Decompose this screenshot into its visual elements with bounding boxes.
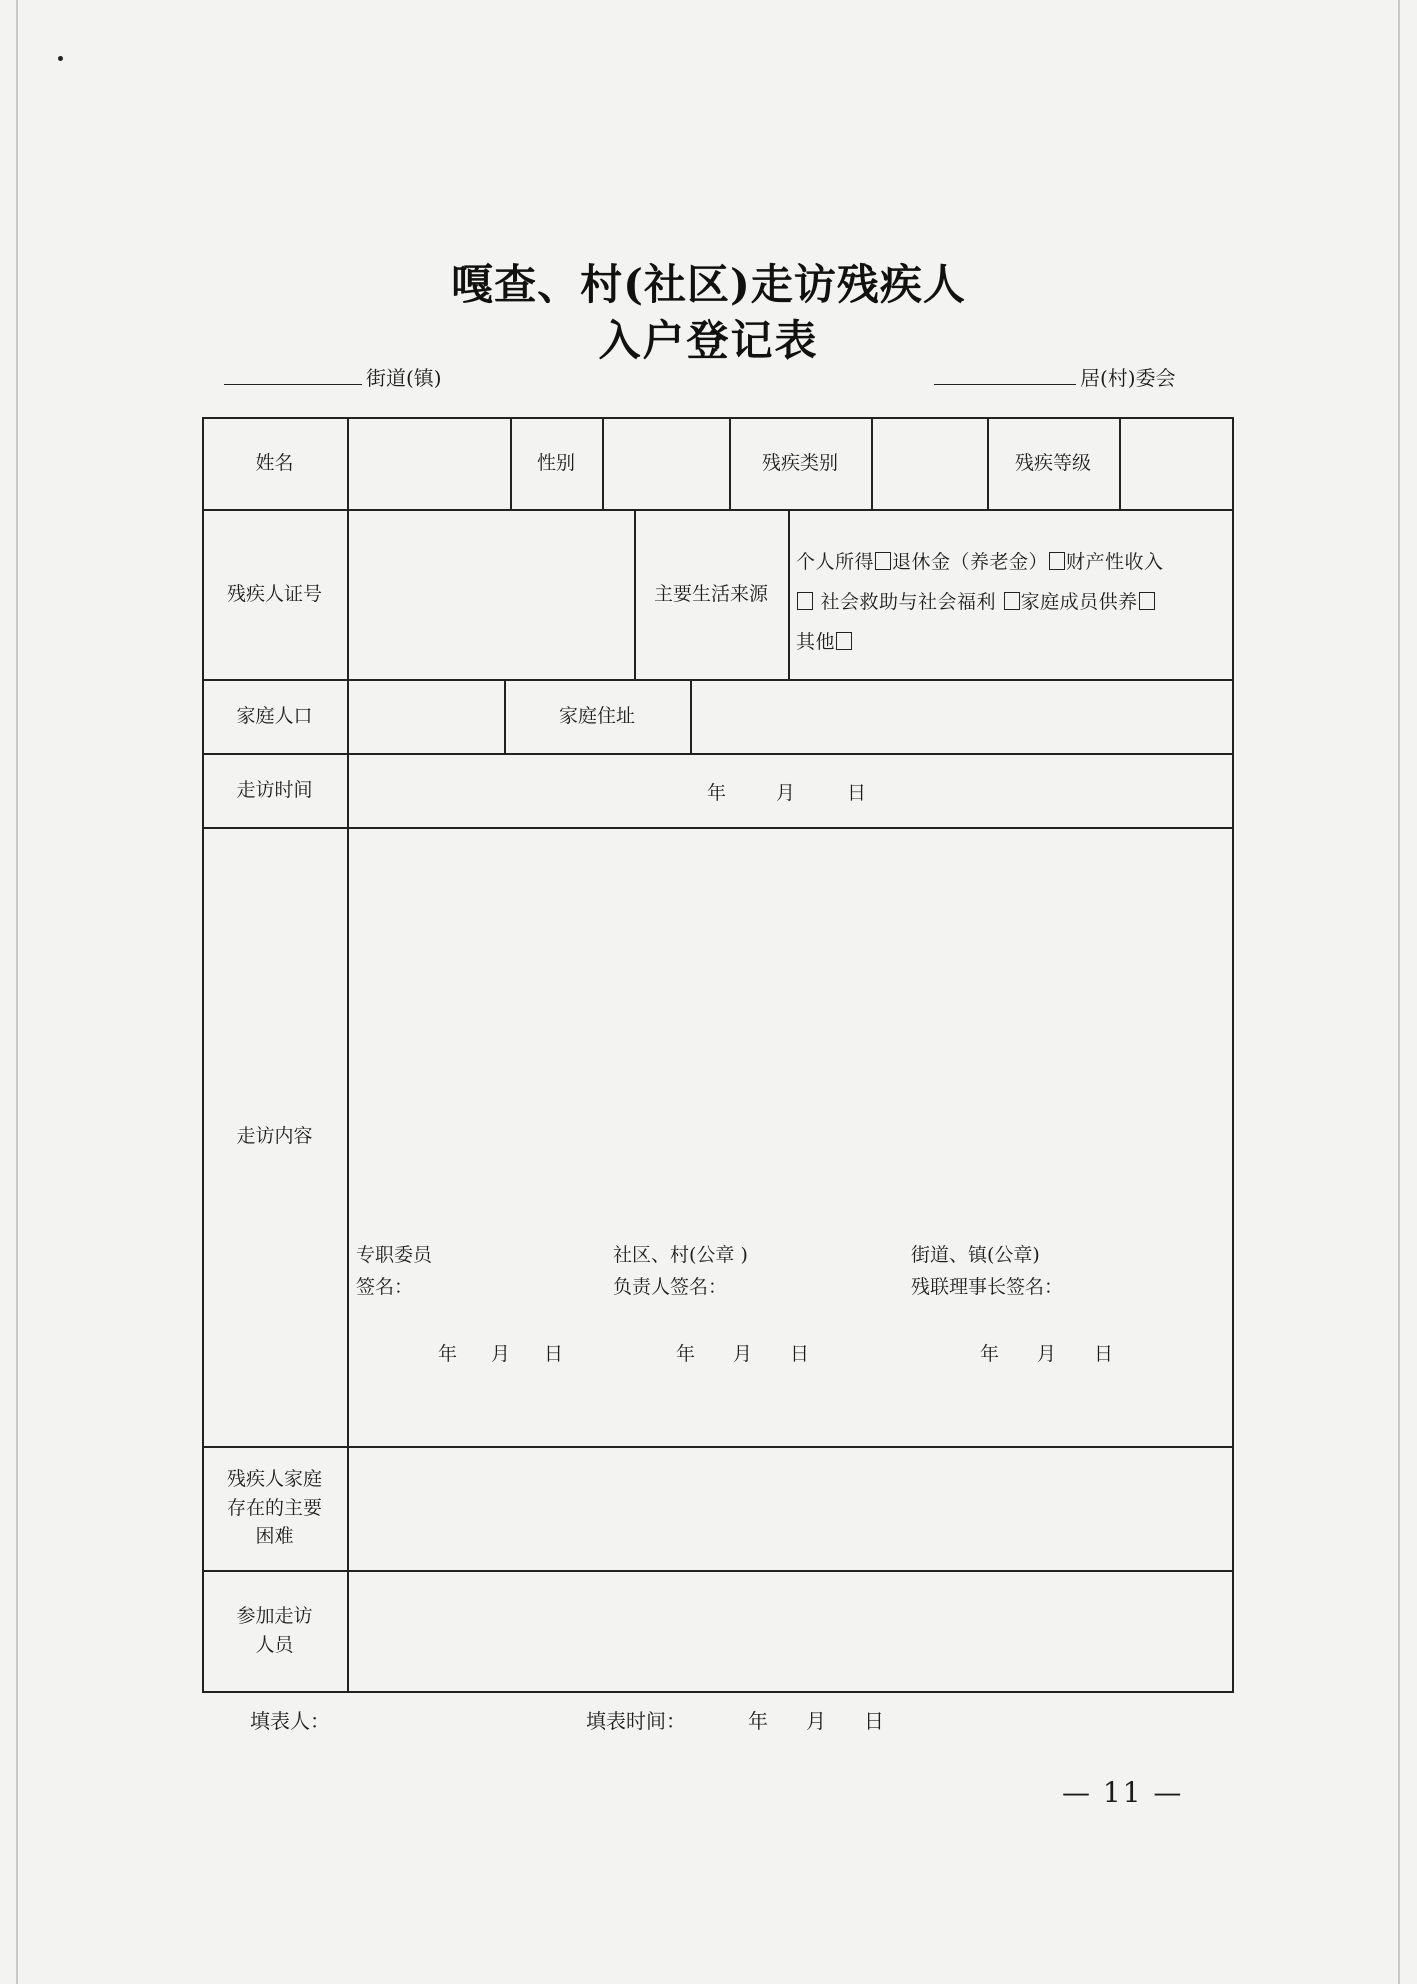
month-unit: 月	[1037, 1343, 1057, 1365]
income-option-personal: 个人所得	[796, 551, 875, 573]
participants-input-area[interactable]	[349, 1572, 1232, 1691]
street-signature-block	[911, 1239, 1063, 1303]
id-number-label: 残疾人证号	[226, 582, 322, 605]
income-source-label: 主要生活来源	[653, 582, 768, 605]
disability-type-input-cell[interactable]	[873, 417, 987, 509]
checkbox-relief[interactable]	[1004, 592, 1020, 610]
difficulties-label-line2: 存在的主要	[226, 1496, 322, 1519]
day-unit: 日	[1094, 1343, 1114, 1365]
filler-label: 填表人：	[250, 1709, 330, 1733]
street-signature-label[interactable]: 残联理事长签名：	[911, 1276, 1064, 1298]
name-label: 姓名	[255, 451, 294, 474]
day-unit: 日	[847, 782, 867, 804]
checkbox-retirement[interactable]	[1049, 552, 1065, 570]
checkbox-family[interactable]	[1139, 592, 1155, 610]
difficulties-input-area[interactable]	[349, 1448, 1232, 1570]
form-title-line2: 入户登记表	[598, 316, 819, 365]
column-divider	[788, 509, 790, 679]
disability-level-input-cell[interactable]	[1121, 417, 1234, 509]
committee-label: 居(村)委会	[1080, 366, 1176, 390]
street-sign-date[interactable]	[980, 1339, 1113, 1366]
street-label: 街道(镇)	[366, 366, 442, 390]
month-unit: 月	[733, 1343, 753, 1365]
month-unit: 月	[806, 1709, 826, 1733]
visit-content-label: 走访内容	[236, 1125, 313, 1148]
year-unit: 年	[748, 1709, 768, 1733]
household-size-input-cell[interactable]	[349, 681, 504, 753]
day-unit: 日	[790, 1343, 810, 1365]
difficulties-label	[202, 1446, 347, 1570]
page-number: — 11 —	[1062, 1776, 1184, 1809]
street-blank[interactable]	[224, 362, 362, 385]
name-input-cell[interactable]	[349, 417, 510, 509]
member-title: 专职委员	[356, 1244, 433, 1266]
participants-label	[202, 1570, 347, 1691]
checkbox-property[interactable]	[797, 592, 813, 610]
difficulties-label-line3: 困难	[255, 1525, 294, 1548]
income-options-line2	[796, 582, 1232, 622]
gender-input-cell[interactable]	[604, 417, 729, 509]
member-signature-block	[356, 1239, 432, 1303]
fill-time-label: 填表时间：	[586, 1709, 686, 1733]
community-seal-label: 社区、村(公章 )	[613, 1244, 748, 1266]
member-sign-date[interactable]	[438, 1339, 563, 1366]
income-option-property: 财产性收入	[1066, 551, 1164, 573]
gender-label: 性别	[536, 451, 575, 474]
committee-blank[interactable]	[934, 362, 1076, 385]
disability-level-label: 残疾等级	[1014, 451, 1091, 474]
scan-speck	[58, 56, 63, 61]
disability-type-label: 残疾类别	[761, 451, 838, 474]
income-option-other: 其他	[796, 631, 836, 653]
difficulties-label-line1: 残疾人家庭	[226, 1468, 322, 1491]
id-number-input-cell[interactable]	[349, 511, 634, 679]
month-unit: 月	[776, 782, 796, 804]
street-seal-label: 街道、镇(公章)	[911, 1244, 1040, 1266]
registration-form-table	[202, 417, 1234, 1693]
street-field	[224, 362, 442, 391]
community-sign-date[interactable]	[676, 1339, 809, 1366]
community-signature-block	[613, 1239, 748, 1303]
day-unit: 日	[544, 1343, 564, 1365]
fill-time-field[interactable]	[586, 1705, 884, 1734]
year-unit: 年	[438, 1343, 458, 1365]
form-title-line1: 嘎查、村(社区)走访残疾人	[451, 260, 966, 309]
income-source-options	[796, 542, 1232, 662]
income-options-line1	[796, 542, 1232, 582]
income-options-line3	[796, 622, 1232, 662]
participants-label-line1: 参加走访	[236, 1605, 313, 1627]
day-unit: 日	[864, 1709, 884, 1733]
community-signature-label[interactable]: 负责人签名：	[613, 1276, 728, 1298]
income-option-retirement: 退休金（养老金）	[892, 551, 1049, 573]
year-unit: 年	[980, 1343, 1000, 1365]
year-unit: 年	[707, 782, 727, 804]
address-label: 家庭住址	[558, 704, 635, 727]
checkbox-other[interactable]	[836, 632, 852, 650]
participants-label-line2: 人员	[255, 1633, 294, 1656]
household-size-label: 家庭人口	[236, 704, 313, 727]
income-option-relief: 社会救助与社会福利	[820, 591, 997, 613]
committee-field	[934, 362, 1176, 391]
filler-field[interactable]	[250, 1705, 330, 1734]
member-signature-label[interactable]: 签名：	[356, 1276, 414, 1298]
checkbox-personal[interactable]	[875, 552, 891, 570]
income-option-family: 家庭成员供养	[1020, 591, 1138, 613]
visit-time-label: 走访时间	[236, 778, 313, 801]
year-unit: 年	[676, 1343, 696, 1365]
visit-content-input-area[interactable]	[349, 829, 1232, 1249]
row-divider	[202, 753, 1234, 755]
visit-time-date[interactable]	[707, 778, 866, 805]
month-unit: 月	[491, 1343, 511, 1365]
address-input-cell[interactable]	[692, 681, 1232, 753]
